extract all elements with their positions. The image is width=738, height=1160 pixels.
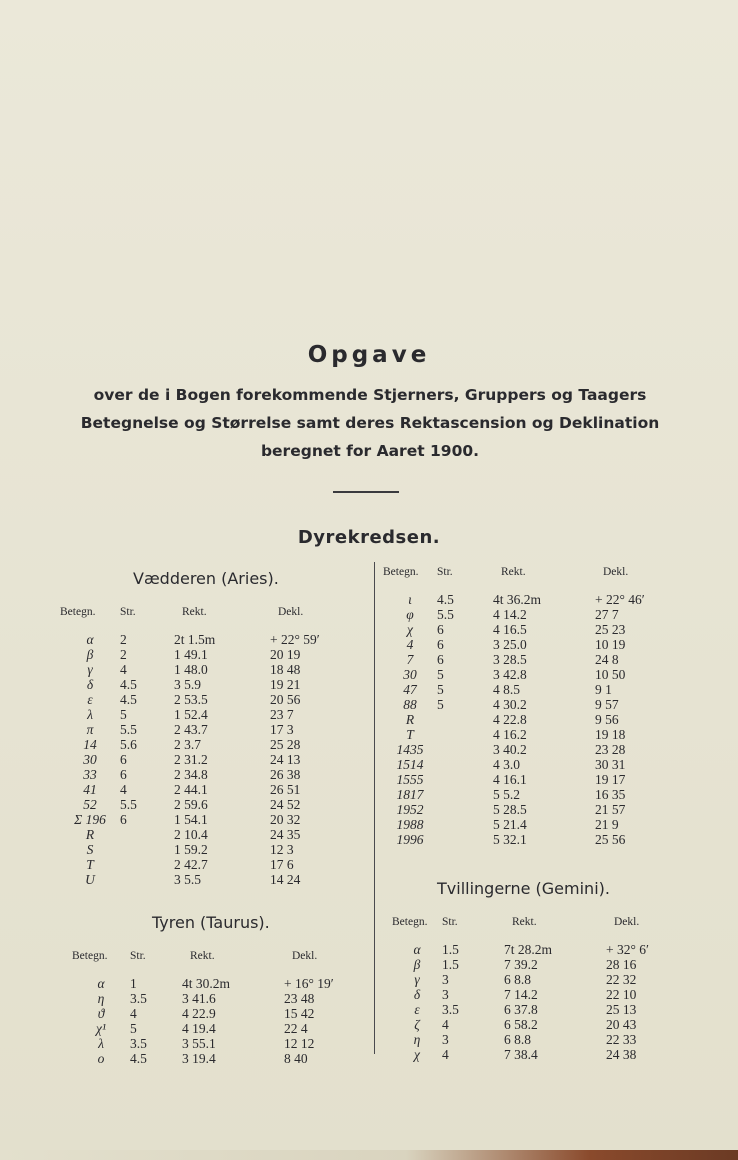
magnitude-cell bbox=[437, 727, 493, 742]
right-ascension-cell: 3 25.0 bbox=[493, 637, 527, 652]
right-ascension-cell: 1 48.0 bbox=[174, 662, 208, 677]
right-ascension-cell: 4 22.9 bbox=[182, 1006, 216, 1021]
designation-cell: ι bbox=[408, 592, 412, 607]
aries-table bbox=[60, 606, 350, 887]
table-row bbox=[60, 737, 350, 752]
table-row bbox=[383, 622, 667, 637]
column-header: Str. bbox=[120, 606, 136, 618]
table-row bbox=[72, 1006, 364, 1021]
declination-cell: 8 40 bbox=[284, 1051, 308, 1066]
table-row bbox=[60, 662, 350, 677]
declination-cell: 15 42 bbox=[284, 1006, 315, 1021]
table-row bbox=[60, 632, 350, 647]
right-ascension-cell: 1 52.4 bbox=[174, 707, 208, 722]
table-row bbox=[392, 987, 676, 1002]
magnitude-cell: 6 bbox=[120, 767, 127, 782]
magnitude-cell: 5 bbox=[437, 667, 444, 682]
gemini-table bbox=[392, 916, 676, 1062]
designation-cell: χ bbox=[407, 622, 413, 637]
magnitude-cell bbox=[120, 872, 174, 887]
designation-cell: η bbox=[97, 991, 105, 1006]
magnitude-cell bbox=[120, 827, 174, 842]
declination-cell: 22 4 bbox=[284, 1021, 308, 1036]
magnitude-cell: 5.6 bbox=[120, 737, 137, 752]
section-heading: Dyrekredsen. bbox=[297, 527, 441, 548]
designation-cell: 30 bbox=[83, 752, 97, 767]
designation-cell: β bbox=[413, 957, 421, 972]
right-ascension-cell: 4 22.8 bbox=[493, 712, 527, 727]
declination-cell: 28 16 bbox=[606, 957, 637, 972]
designation-cell: 1555 bbox=[396, 772, 424, 787]
table-row bbox=[60, 827, 350, 842]
column-header: Rekt. bbox=[501, 566, 526, 578]
designation-cell: o bbox=[97, 1051, 105, 1066]
table-row bbox=[60, 692, 350, 707]
designation-cell: λ bbox=[98, 1036, 104, 1051]
right-ascension-cell: 7 39.2 bbox=[504, 957, 538, 972]
right-ascension-cell: 3 55.1 bbox=[182, 1036, 216, 1051]
subtitle-line-3: beregnet for Aaret 1900. bbox=[260, 442, 480, 460]
magnitude-cell: 1 bbox=[130, 976, 137, 991]
table-row bbox=[60, 872, 350, 887]
magnitude-cell bbox=[437, 787, 493, 802]
column-header: Rekt. bbox=[512, 916, 537, 928]
table-row bbox=[392, 1047, 676, 1062]
magnitude-cell: 4.5 bbox=[437, 592, 454, 607]
magnitude-cell: 3 bbox=[442, 1032, 449, 1047]
designation-cell: 7 bbox=[406, 652, 414, 667]
table-row bbox=[60, 767, 350, 782]
column-divider bbox=[374, 562, 375, 1054]
page-bottom-edge bbox=[0, 1150, 738, 1160]
right-ascension-cell: 2 34.8 bbox=[174, 767, 208, 782]
subtitle-line-2: Betegnelse og Størrelse samt deres Rektascension og Deklination bbox=[80, 414, 660, 432]
table-row bbox=[392, 1017, 676, 1032]
designation-cell: 1952 bbox=[396, 802, 424, 817]
magnitude-cell bbox=[437, 832, 493, 847]
declination-cell: 19 17 bbox=[595, 772, 626, 787]
right-ascension-cell: 6 58.2 bbox=[504, 1017, 538, 1032]
right-ascension-cell: 6 8.8 bbox=[504, 1032, 531, 1047]
designation-cell: δ bbox=[86, 677, 94, 692]
group-title-aries: Vædderen (Aries). bbox=[133, 569, 279, 588]
declination-cell: 24 8 bbox=[595, 652, 619, 667]
right-ascension-cell: 4 30.2 bbox=[493, 697, 527, 712]
magnitude-cell: 1.5 bbox=[442, 957, 459, 972]
declination-cell: + 22° 59′ bbox=[270, 632, 320, 647]
magnitude-cell bbox=[437, 742, 493, 757]
right-ascension-cell: 7t 28.2m bbox=[504, 942, 553, 957]
designation-cell: 1435 bbox=[396, 742, 424, 757]
magnitude-cell: 5.5 bbox=[437, 607, 454, 622]
declination-cell: + 32° 6′ bbox=[606, 942, 649, 957]
magnitude-cell: 3 bbox=[442, 972, 449, 987]
declination-cell: 27 7 bbox=[595, 607, 619, 622]
designation-cell: ε bbox=[87, 692, 93, 707]
right-ascension-cell: 3 42.8 bbox=[493, 667, 527, 682]
right-ascension-cell: 6 37.8 bbox=[504, 1002, 538, 1017]
designation-cell: 47 bbox=[403, 682, 417, 697]
magnitude-cell: 5 bbox=[437, 697, 444, 712]
column-header: Dekl. bbox=[292, 950, 318, 962]
column-header: Betegn. bbox=[383, 566, 419, 578]
designation-cell: φ bbox=[406, 607, 414, 622]
declination-cell: 12 3 bbox=[270, 842, 294, 857]
table-row bbox=[72, 991, 364, 1006]
designation-cell: ζ bbox=[414, 1017, 420, 1032]
table-row bbox=[383, 637, 667, 652]
declination-cell: + 22° 46′ bbox=[595, 592, 645, 607]
table-row bbox=[383, 802, 667, 817]
declination-cell: 26 38 bbox=[270, 767, 301, 782]
magnitude-cell bbox=[437, 802, 493, 817]
magnitude-cell: 6 bbox=[437, 652, 444, 667]
designation-cell: R bbox=[85, 827, 95, 842]
designation-cell: 1514 bbox=[396, 757, 424, 772]
declination-cell: 24 52 bbox=[270, 797, 301, 812]
right-ascension-cell: 4t 30.2m bbox=[182, 976, 231, 991]
right-ascension-cell: 6 8.8 bbox=[504, 972, 531, 987]
right-ascension-cell: 2 3.7 bbox=[174, 737, 201, 752]
magnitude-cell: 2 bbox=[120, 647, 127, 662]
table-row bbox=[392, 1032, 676, 1047]
column-header: Str. bbox=[442, 916, 458, 928]
designation-cell: 1988 bbox=[396, 817, 424, 832]
declination-cell: + 16° 19′ bbox=[284, 976, 334, 991]
magnitude-cell: 3 bbox=[442, 987, 449, 1002]
designation-cell: U bbox=[85, 872, 95, 887]
table-row bbox=[60, 752, 350, 767]
right-ascension-cell: 3 28.5 bbox=[493, 652, 527, 667]
magnitude-cell: 6 bbox=[120, 812, 127, 827]
magnitude-cell: 3.5 bbox=[442, 1002, 459, 1017]
table-row bbox=[60, 782, 350, 797]
right-ascension-cell: 1 54.1 bbox=[174, 812, 208, 827]
table-row bbox=[392, 942, 676, 957]
magnitude-cell: 4 bbox=[442, 1047, 449, 1062]
table-row bbox=[60, 857, 350, 872]
declination-cell: 30 31 bbox=[595, 757, 626, 772]
magnitude-cell: 1.5 bbox=[442, 942, 459, 957]
designation-cell: 30 bbox=[403, 667, 417, 682]
designation-cell: T bbox=[86, 857, 94, 872]
designation-cell: S bbox=[86, 842, 94, 857]
designation-cell: λ bbox=[87, 707, 93, 722]
designation-cell: ϑ bbox=[97, 1006, 105, 1021]
designation-cell: 33 bbox=[83, 767, 97, 782]
column-header: Dekl. bbox=[614, 916, 640, 928]
declination-cell: 20 19 bbox=[270, 647, 301, 662]
magnitude-cell: 5.5 bbox=[120, 797, 137, 812]
table-header-row bbox=[383, 566, 667, 592]
right-ascension-cell: 5 21.4 bbox=[493, 817, 527, 832]
table-row bbox=[72, 976, 364, 991]
table-row bbox=[60, 797, 350, 812]
right-ascension-cell: 4 14.2 bbox=[493, 607, 527, 622]
declination-cell: 25 13 bbox=[606, 1002, 637, 1017]
table-row bbox=[392, 957, 676, 972]
declination-cell: 25 23 bbox=[595, 622, 626, 637]
table-row bbox=[383, 607, 667, 622]
designation-cell: δ bbox=[413, 987, 421, 1002]
designation-cell: π bbox=[86, 722, 94, 737]
table-row bbox=[383, 592, 667, 607]
column-header: Dekl. bbox=[603, 566, 629, 578]
designation-cell: ε bbox=[414, 1002, 420, 1017]
table-row bbox=[72, 1051, 364, 1066]
designation-cell: 52 bbox=[83, 797, 97, 812]
right-ascension-cell: 3 5.5 bbox=[174, 872, 201, 887]
column-header: Dekl. bbox=[278, 606, 304, 618]
right-ascension-cell: 1 59.2 bbox=[174, 842, 208, 857]
declination-cell: 22 32 bbox=[606, 972, 637, 987]
declination-cell: 18 48 bbox=[270, 662, 301, 677]
designation-cell: 14 bbox=[83, 737, 97, 752]
magnitude-cell: 4.5 bbox=[130, 1051, 147, 1066]
declination-cell: 24 38 bbox=[606, 1047, 637, 1062]
table-row bbox=[392, 1002, 676, 1017]
right-ascension-cell: 2t 1.5m bbox=[174, 632, 216, 647]
declination-cell: 10 19 bbox=[595, 637, 626, 652]
declination-cell: 20 43 bbox=[606, 1017, 637, 1032]
table-row bbox=[383, 667, 667, 682]
right-ascension-cell: 2 44.1 bbox=[174, 782, 208, 797]
right-ascension-cell: 7 14.2 bbox=[504, 987, 538, 1002]
table-row bbox=[383, 652, 667, 667]
right-ascension-cell: 5 5.2 bbox=[493, 787, 520, 802]
magnitude-cell: 4 bbox=[120, 662, 127, 677]
declination-cell: 12 12 bbox=[284, 1036, 315, 1051]
table-row bbox=[60, 722, 350, 737]
table-header-row bbox=[60, 606, 350, 632]
right-ascension-cell: 2 43.7 bbox=[174, 722, 208, 737]
magnitude-cell: 4.5 bbox=[120, 692, 137, 707]
right-ascension-cell: 4 16.2 bbox=[493, 727, 527, 742]
table-header-row bbox=[72, 950, 364, 976]
column-header: Rekt. bbox=[182, 606, 207, 618]
magnitude-cell: 5 bbox=[120, 707, 127, 722]
designation-cell: α bbox=[86, 632, 94, 647]
designation-cell: Σ 196 bbox=[74, 812, 106, 827]
right-ascension-cell: 7 38.4 bbox=[504, 1047, 538, 1062]
designation-cell: 1996 bbox=[396, 832, 424, 847]
magnitude-cell: 4.5 bbox=[120, 677, 137, 692]
magnitude-cell: 4 bbox=[442, 1017, 449, 1032]
right-ascension-cell: 3 40.2 bbox=[493, 742, 527, 757]
right-ascension-cell: 4 16.1 bbox=[493, 772, 527, 787]
declination-cell: 17 6 bbox=[270, 857, 294, 872]
table-row bbox=[392, 972, 676, 987]
declination-cell: 25 28 bbox=[270, 737, 301, 752]
designation-cell: χ bbox=[414, 1047, 420, 1062]
right-ascension-cell: 3 41.6 bbox=[182, 991, 216, 1006]
table-row bbox=[383, 697, 667, 712]
right-ascension-cell: 3 19.4 bbox=[182, 1051, 216, 1066]
right-ascension-cell: 2 59.6 bbox=[174, 797, 208, 812]
declination-cell: 22 33 bbox=[606, 1032, 637, 1047]
table-row bbox=[383, 757, 667, 772]
taurus-table bbox=[72, 950, 364, 1066]
right-ascension-cell: 4 16.5 bbox=[493, 622, 527, 637]
table-row bbox=[383, 772, 667, 787]
magnitude-cell bbox=[437, 757, 493, 772]
table-row bbox=[383, 682, 667, 697]
magnitude-cell bbox=[437, 817, 493, 832]
table-row bbox=[383, 817, 667, 832]
title-divider bbox=[333, 491, 399, 493]
declination-cell: 14 24 bbox=[270, 872, 301, 887]
column-header: Str. bbox=[437, 566, 453, 578]
table-row bbox=[383, 742, 667, 757]
magnitude-cell: 5 bbox=[130, 1021, 137, 1036]
declination-cell: 24 13 bbox=[270, 752, 301, 767]
table-row bbox=[72, 1021, 364, 1036]
designation-cell: χ¹ bbox=[96, 1021, 106, 1036]
declination-cell: 20 32 bbox=[270, 812, 301, 827]
right-ascension-cell: 4 3.0 bbox=[493, 757, 520, 772]
declination-cell: 9 56 bbox=[595, 712, 619, 727]
right-ascension-cell: 2 31.2 bbox=[174, 752, 208, 767]
column-header: Str. bbox=[130, 950, 146, 962]
designation-cell: β bbox=[86, 647, 94, 662]
table-row bbox=[72, 1036, 364, 1051]
right-ascension-cell: 2 53.5 bbox=[174, 692, 208, 707]
magnitude-cell bbox=[120, 842, 174, 857]
declination-cell: 19 21 bbox=[270, 677, 301, 692]
right-ascension-cell: 2 42.7 bbox=[174, 857, 208, 872]
magnitude-cell: 4 bbox=[120, 782, 127, 797]
table-row bbox=[60, 812, 350, 827]
table-row bbox=[383, 832, 667, 847]
subtitle-line-1: over de i Bogen forekommende Stjerners, Gruppers og Taagers bbox=[93, 386, 647, 404]
declination-cell: 17 3 bbox=[270, 722, 294, 737]
column-header: Betegn. bbox=[72, 950, 108, 962]
designation-cell: R bbox=[405, 712, 415, 727]
designation-cell: η bbox=[413, 1032, 421, 1047]
magnitude-cell bbox=[437, 772, 493, 787]
page-title: Opgave bbox=[307, 342, 431, 368]
table-row bbox=[383, 712, 667, 727]
designation-cell: 4 bbox=[406, 637, 414, 652]
designation-cell: 88 bbox=[403, 697, 417, 712]
declination-cell: 23 7 bbox=[270, 707, 294, 722]
magnitude-cell: 5.5 bbox=[120, 722, 137, 737]
right-ascension-cell: 1 49.1 bbox=[174, 647, 208, 662]
table-row bbox=[383, 727, 667, 742]
designation-cell: T bbox=[406, 727, 414, 742]
column-header: Betegn. bbox=[60, 606, 96, 618]
right-ascension-cell: 2 10.4 bbox=[174, 827, 208, 842]
declination-cell: 10 50 bbox=[595, 667, 626, 682]
declination-cell: 23 48 bbox=[284, 991, 315, 1006]
right-ascension-cell: 3 5.9 bbox=[174, 677, 201, 692]
designation-cell: γ bbox=[414, 972, 420, 987]
magnitude-cell bbox=[437, 712, 493, 727]
declination-cell: 21 57 bbox=[595, 802, 626, 817]
magnitude-cell: 5 bbox=[437, 682, 444, 697]
declination-cell: 9 1 bbox=[595, 682, 612, 697]
table-row bbox=[60, 842, 350, 857]
designation-cell: γ bbox=[87, 662, 93, 677]
designation-cell: α bbox=[97, 976, 105, 991]
group-title-gemini: Tvillingerne (Gemini). bbox=[437, 879, 610, 898]
right-ascension-cell: 5 28.5 bbox=[493, 802, 527, 817]
designation-cell: α bbox=[413, 942, 421, 957]
column-header: Rekt. bbox=[190, 950, 215, 962]
declination-cell: 16 35 bbox=[595, 787, 626, 802]
right-ascension-cell: 4 19.4 bbox=[182, 1021, 216, 1036]
declination-cell: 21 9 bbox=[595, 817, 619, 832]
group-title-taurus: Tyren (Taurus). bbox=[152, 913, 270, 932]
designation-cell: 41 bbox=[83, 782, 97, 797]
magnitude-cell bbox=[120, 857, 174, 872]
declination-cell: 9 57 bbox=[595, 697, 619, 712]
declination-cell: 19 18 bbox=[595, 727, 626, 742]
magnitude-cell: 4 bbox=[130, 1006, 137, 1021]
magnitude-cell: 3.5 bbox=[130, 1036, 147, 1051]
declination-cell: 22 10 bbox=[606, 987, 637, 1002]
taurus-continued-table bbox=[383, 566, 667, 847]
table-row bbox=[60, 677, 350, 692]
magnitude-cell: 3.5 bbox=[130, 991, 147, 1006]
magnitude-cell: 6 bbox=[437, 637, 444, 652]
designation-cell: 1817 bbox=[396, 787, 424, 802]
magnitude-cell: 2 bbox=[120, 632, 127, 647]
table-header-row bbox=[392, 916, 676, 942]
table-row bbox=[60, 647, 350, 662]
declination-cell: 26 51 bbox=[270, 782, 301, 797]
declination-cell: 23 28 bbox=[595, 742, 626, 757]
table-row bbox=[383, 787, 667, 802]
right-ascension-cell: 5 32.1 bbox=[493, 832, 527, 847]
declination-cell: 20 56 bbox=[270, 692, 301, 707]
right-ascension-cell: 4 8.5 bbox=[493, 682, 520, 697]
table-row bbox=[60, 707, 350, 722]
magnitude-cell: 6 bbox=[437, 622, 444, 637]
right-ascension-cell: 4t 36.2m bbox=[493, 592, 542, 607]
declination-cell: 24 35 bbox=[270, 827, 301, 842]
magnitude-cell: 6 bbox=[120, 752, 127, 767]
column-header: Betegn. bbox=[392, 916, 428, 928]
declination-cell: 25 56 bbox=[595, 832, 626, 847]
